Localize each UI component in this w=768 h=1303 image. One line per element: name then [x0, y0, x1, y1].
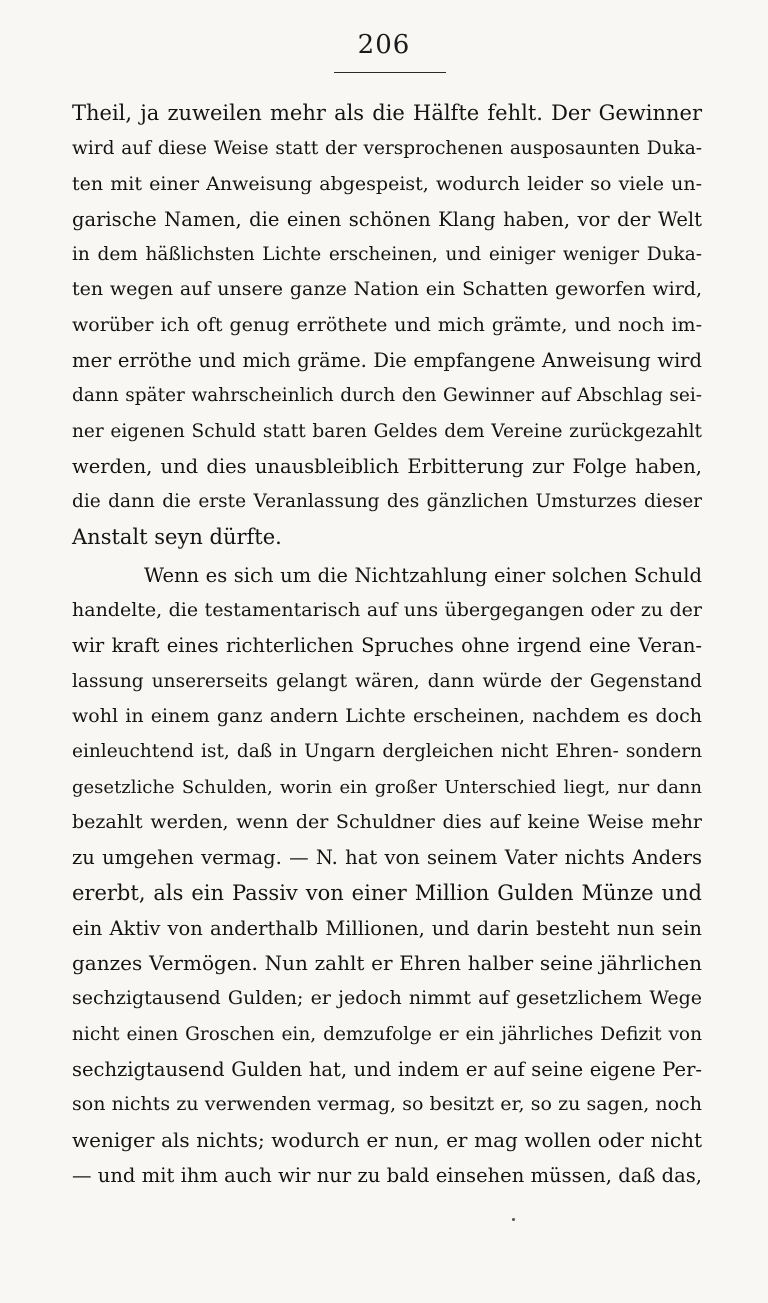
text-line: werden, und dies unausbleiblich Erbitterung zur Folge haben,: [72, 454, 702, 478]
text-line: bezahlt werden, wenn der Schuldner dies auf keine Weise mehr: [72, 810, 702, 833]
text-line: Theil, ja zuweilen mehr als die Hälfte fehlt. Der Gewinner: [72, 101, 702, 125]
text-line: mer erröthe und mich gräme. Die empfangene Anweisung wird: [72, 349, 702, 373]
text-line: ganzes Vermögen. Nun zahlt er Ehren halber seine jährlichen: [72, 951, 702, 976]
text-line: ererbt, als ein Passiv von einer Million Gulden Münze und: [72, 880, 702, 905]
text-line: handelte, die testamentarisch auf uns übergegangen oder zu der: [72, 599, 702, 622]
paper-speck: [512, 1218, 515, 1221]
text-line: — und mit ihm auch wir nur zu bald einsehen müssen, daß das,: [72, 1163, 702, 1187]
text-line: wohl in einem ganz andern Lichte erscheinen, nachdem es doch: [72, 705, 702, 728]
text-line: dann später wahrscheinlich durch den Gewinner auf Abschlag sei-: [72, 385, 702, 407]
text-line: nicht einen Groschen ein, demzufolge er ein jährliches Defizit von: [72, 1023, 702, 1045]
text-line: ten mit einer Anweisung abgespeist, wodurch leider so viele un-: [72, 172, 702, 195]
text-line: garische Namen, die einen schönen Klang haben, vor der Welt: [72, 207, 702, 231]
text-line: zu umgehen vermag. — N. hat von seinem Vater nichts Anders: [72, 846, 702, 870]
text-line: die dann die erste Veranlassung des gänzlichen Umsturzes dieser: [72, 491, 702, 513]
paragraph-start-line: Wenn es sich um die Nichtzahlung einer solchen Schuld: [144, 563, 702, 587]
paragraph-end-line: Anstalt seyn dürfte.: [72, 524, 282, 549]
text-line: ner eigenen Schuld statt baren Geldes dem Vereine zurückgezahlt: [72, 420, 702, 442]
text-line: wir kraft eines richterlichen Spruches ohne irgend eine Veran-: [72, 634, 702, 658]
text-line: sechzigtausend Gulden hat, und indem er auf seine eigene Per-: [72, 1058, 702, 1082]
text-line: sechzigtausend Gulden; er jedoch nimmt auf gesetzlichem Wege: [72, 987, 702, 1010]
text-line: gesetzliche Schulden, worin ein großer Unterschied liegt, nur dann: [72, 776, 702, 798]
text-line: weniger als nichts; wodurch er nun, er mag wollen oder nicht: [72, 1127, 702, 1152]
text-line: in dem häßlichsten Lichte erscheinen, und einiger weniger Duka-: [72, 244, 702, 266]
header-rule: [334, 72, 446, 73]
text-line: son nichts zu verwenden vermag, so besitzt er, so zu sagen, noch: [72, 1093, 702, 1116]
text-line: einleuchtend ist, daß in Ungarn dergleichen nicht Ehren- sondern: [72, 741, 702, 763]
text-line: ten wegen auf unsere ganze Nation ein Schatten geworfen wird,: [72, 278, 702, 301]
text-line: worüber ich oft genug erröthete und mich grämte, und noch im-: [72, 313, 702, 336]
body-text: [72, 96, 702, 1193]
page-number: 206: [357, 30, 411, 60]
text-line: ein Aktiv von anderthalb Millionen, und darin besteht nun sein: [72, 916, 702, 940]
text-line: lassung unsererseits gelangt wären, dann würde der Gegenstand: [72, 670, 702, 692]
text-line: wird auf diese Weise statt der versprochenen ausposaunten Duka-: [72, 138, 702, 160]
